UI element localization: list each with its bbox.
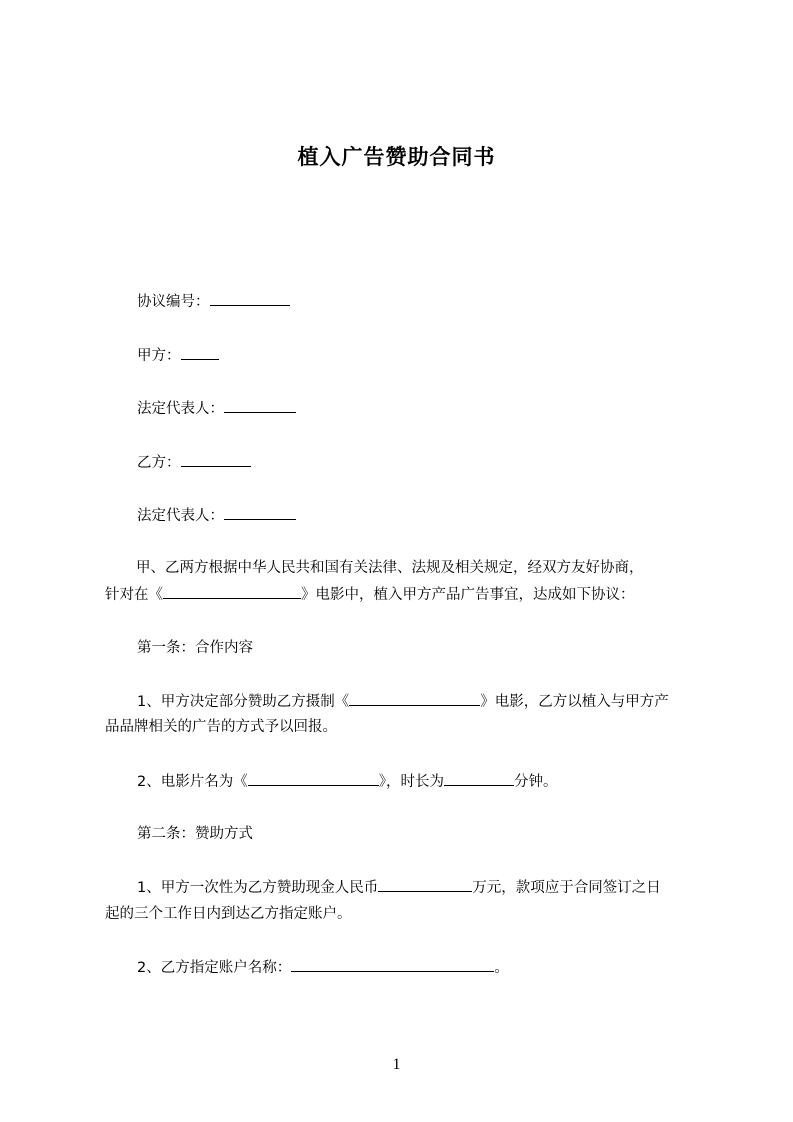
article-2-item-1-line-2: 起的三个工作日内到达乙方指定账户。 (105, 906, 352, 922)
legal-rep-a-blank (224, 398, 296, 413)
legal-rep-b-blank (224, 505, 296, 520)
intro-line-2-start: 针对在《 (105, 587, 163, 603)
intro-line-1: 甲、乙两方根据中华人民共和国有关法律、法规及相关规定，经双方友好协商， (136, 560, 644, 576)
party-a-label: 甲方： (137, 348, 181, 364)
agreement-number-blank (210, 291, 290, 306)
amount-blank (378, 877, 472, 892)
article-2-item-1-line-1 (137, 877, 661, 898)
article-1-item-1-line-2: 品品牌相关的广告的方式予以回报。 (105, 719, 337, 735)
document-title: 植入广告赞助合同书 (297, 145, 496, 169)
article-1-item-1-text-a: 1、甲方决定部分赞助乙方摄制《 (137, 694, 350, 710)
intro-line-2 (105, 584, 635, 605)
party-a-field (137, 345, 219, 366)
intro-line-2-end: 》电影中，植入甲方产品广告事宜，达成如下协议： (301, 587, 635, 603)
film-name-blank (163, 584, 301, 599)
article-1-item-2-text-a: 2、电影片名为《 (137, 774, 248, 790)
sponsored-film-blank (349, 691, 480, 706)
page-number: 1 (392, 1056, 401, 1073)
article-1-item-2 (137, 771, 557, 792)
article-1-item-2-text-c: 分钟。 (513, 774, 558, 790)
article-2-item-2-text-a: 2、乙方指定账户名称： (137, 960, 292, 976)
article-1-item-1-text-b: 》电影，乙方以植入与甲方产 (480, 694, 669, 710)
article-2-item-1-text-b: 万元，款项应于合同签订之日 (472, 880, 661, 896)
agreement-number-label: 协议编号： (137, 294, 210, 310)
legal-rep-b-label: 法定代表人： (137, 508, 224, 524)
article-2-item-2-text-b: 。 (494, 960, 509, 976)
article-2-item-1-text-a: 1、甲方一次性为乙方赞助现金人民币 (137, 880, 379, 896)
legal-rep-b-field (137, 505, 296, 526)
legal-rep-a-label: 法定代表人： (137, 401, 224, 417)
article-2-heading: 第二条：赞助方式 (137, 826, 253, 842)
party-a-blank (181, 345, 219, 360)
article-2-item-2 (137, 957, 509, 978)
agreement-number-field (137, 291, 290, 312)
article-1-item-1-line-1 (137, 691, 669, 712)
legal-rep-a-field (137, 398, 296, 419)
party-b-blank (181, 452, 251, 467)
article-1-item-2-text-b: 》，时长为 (378, 774, 444, 790)
film-title-blank (248, 771, 379, 786)
party-b-field (137, 452, 251, 473)
account-name-blank (291, 957, 494, 972)
duration-blank (444, 771, 514, 786)
party-b-label: 乙方： (137, 455, 181, 471)
article-1-heading: 第一条：合作内容 (137, 640, 253, 656)
